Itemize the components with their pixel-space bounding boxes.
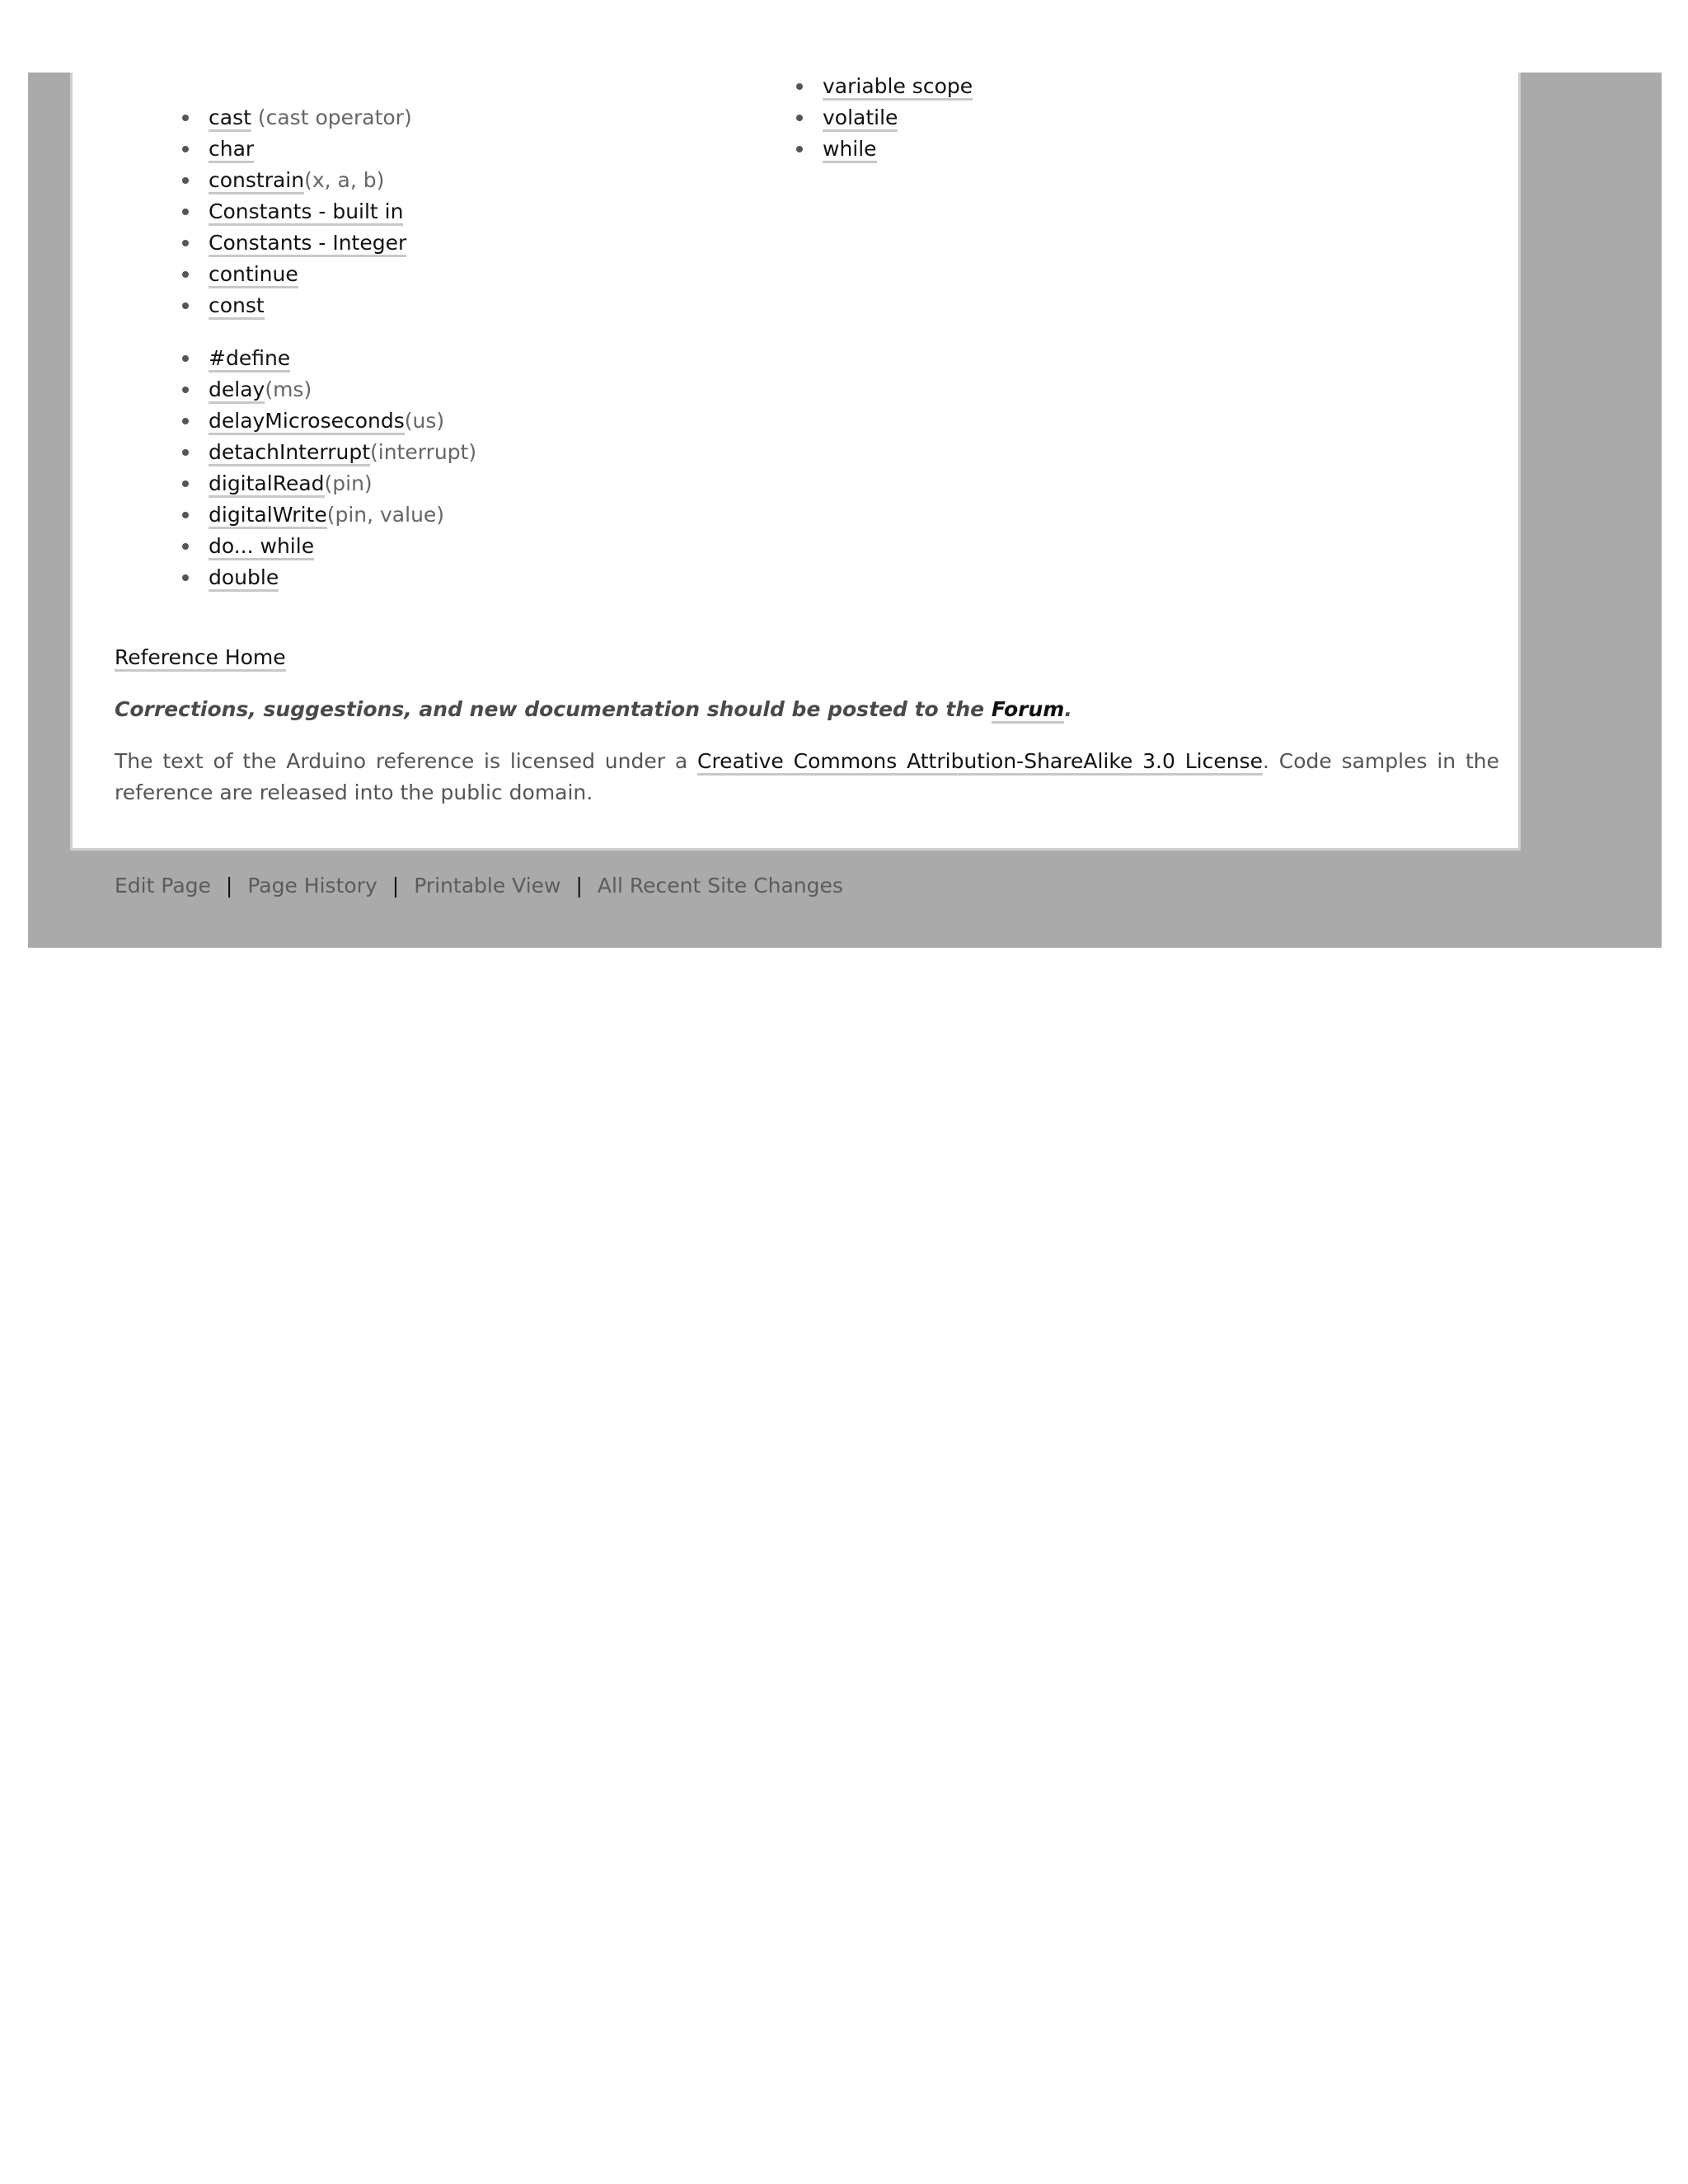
page-frame <box>28 73 1662 948</box>
reference-link[interactable]: const <box>209 293 265 320</box>
list-item <box>209 227 412 259</box>
bullet-icon <box>182 449 189 456</box>
reference-link[interactable]: #define <box>209 346 290 373</box>
reference-list-c <box>209 102 412 321</box>
bullet-icon <box>182 355 189 362</box>
list-item <box>209 374 476 405</box>
corrections-end: . <box>1064 697 1072 721</box>
forum-link[interactable]: Forum <box>992 697 1065 724</box>
license-note <box>115 746 1499 808</box>
edit-page-link[interactable]: Edit Page <box>115 874 211 898</box>
bullet-icon <box>796 115 803 121</box>
reference-signature: (us) <box>404 409 445 433</box>
reference-link[interactable]: double <box>209 565 279 592</box>
list-item <box>823 71 973 102</box>
reference-link[interactable]: cast <box>209 105 251 132</box>
list-item <box>209 290 412 321</box>
reference-home-line <box>115 642 286 673</box>
list-item <box>209 531 476 562</box>
list-item <box>209 102 412 134</box>
reference-signature: (ms) <box>265 377 312 401</box>
bullet-icon <box>182 146 189 152</box>
license-text-before: The text of the Arduino reference is licensed under a <box>115 749 697 773</box>
recent-site-changes-link[interactable]: All Recent Site Changes <box>597 874 843 898</box>
bullet-icon <box>182 480 189 487</box>
footer-separator: | <box>392 874 400 898</box>
list-item <box>209 165 412 196</box>
footer-actions <box>115 870 843 902</box>
page-history-link[interactable]: Page History <box>247 874 377 898</box>
reference-signature: (pin) <box>324 471 373 495</box>
content-panel <box>70 73 1521 851</box>
bullet-icon <box>796 146 803 152</box>
bullet-icon <box>182 240 189 246</box>
reference-signature: (x, a, b) <box>304 168 385 192</box>
bullet-icon <box>182 115 189 121</box>
list-item <box>209 343 476 374</box>
reference-signature: (pin, value) <box>326 503 445 527</box>
reference-link[interactable]: char <box>209 137 254 163</box>
reference-link[interactable]: delay <box>209 377 265 404</box>
bullet-icon <box>182 418 189 424</box>
list-item <box>209 134 412 165</box>
reference-signature: (interrupt) <box>370 440 477 464</box>
bullet-icon <box>182 177 189 184</box>
bullet-icon <box>182 387 189 393</box>
bullet-icon <box>182 574 189 581</box>
corrections-note <box>115 694 1072 725</box>
printable-view-link[interactable]: Printable View <box>414 874 561 898</box>
list-item <box>209 437 476 468</box>
reference-link[interactable]: Constants - built in <box>209 199 403 226</box>
bullet-icon <box>182 302 189 309</box>
corrections-text: Corrections, suggestions, and new documentation should be posted to the <box>115 697 992 721</box>
list-item <box>823 102 973 134</box>
bullet-icon <box>182 543 189 550</box>
bullet-icon <box>182 512 189 518</box>
license-link[interactable]: Creative Commons Attribution-ShareAlike 3.0 License <box>697 749 1263 776</box>
list-item <box>209 468 476 499</box>
reference-link[interactable]: constrain <box>209 168 304 194</box>
reference-link[interactable]: digitalWrite <box>209 503 327 529</box>
footer-separator: | <box>575 874 583 898</box>
reference-list-d <box>209 343 476 593</box>
list-item <box>209 259 412 290</box>
reference-link[interactable]: while <box>823 137 877 163</box>
reference-link[interactable]: variable scope <box>823 74 973 101</box>
reference-home-link[interactable]: Reference Home <box>115 645 286 672</box>
list-item <box>209 196 412 227</box>
reference-link[interactable]: digitalRead <box>209 471 325 498</box>
license-text-after: . Code samples in the reference are released into the public domain. <box>115 749 1499 804</box>
bullet-icon <box>182 271 189 278</box>
bullet-icon <box>796 83 803 90</box>
list-item <box>209 405 476 437</box>
reference-list-v-w <box>823 71 973 165</box>
reference-link[interactable]: detachInterrupt <box>209 440 370 466</box>
reference-signature: (cast operator) <box>251 105 412 129</box>
reference-link[interactable]: do... while <box>209 534 314 560</box>
list-item <box>823 134 973 165</box>
list-item <box>209 499 476 531</box>
reference-link[interactable]: continue <box>209 262 298 288</box>
reference-link[interactable]: volatile <box>823 105 898 132</box>
reference-link[interactable]: delayMicroseconds <box>209 409 405 435</box>
bullet-icon <box>182 209 189 215</box>
list-item <box>209 562 476 593</box>
reference-link[interactable]: Constants - Integer <box>209 231 406 257</box>
footer-separator: | <box>225 874 233 898</box>
